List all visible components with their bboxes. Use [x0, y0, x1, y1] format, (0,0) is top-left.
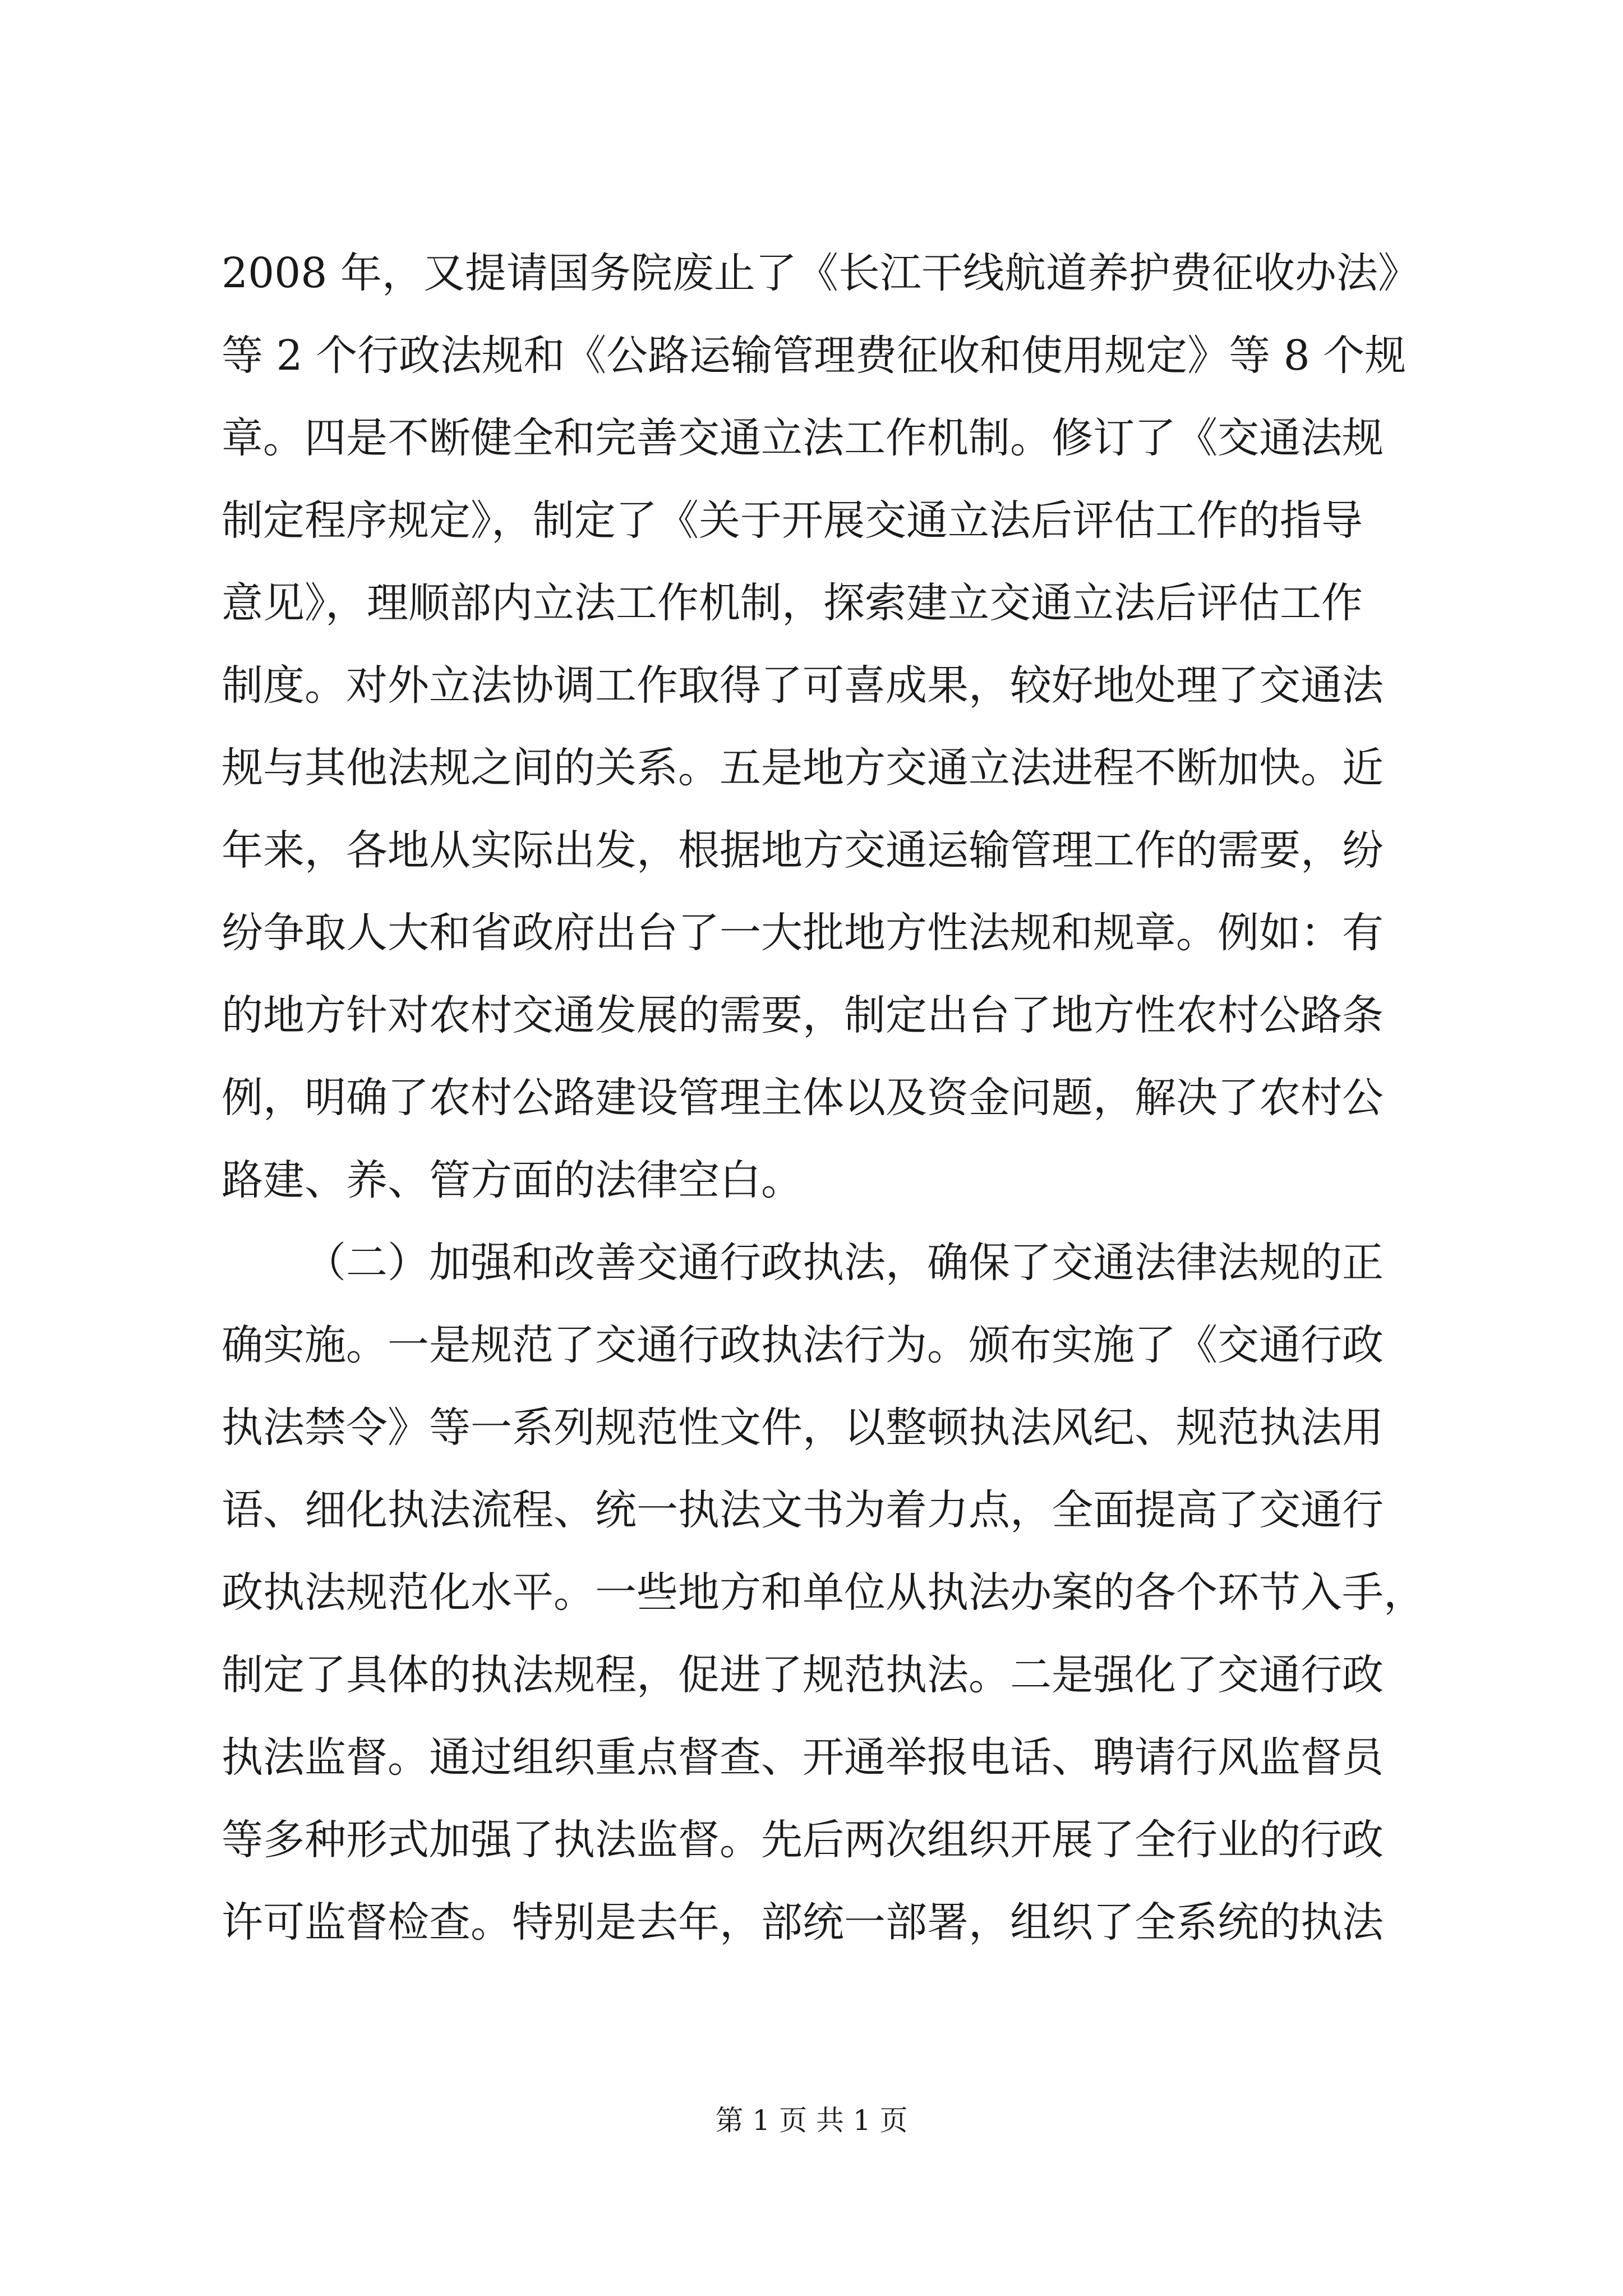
text-line: 章。四是不断健全和完善交通立法工作机制。修订了《交通法规 — [222, 414, 1384, 462]
text-line: 年来，各地从实际出发，根据地方交通运输管理工作的需要，纷 — [222, 826, 1384, 875]
text-line: 意见》，理顺部内立法工作机制，探索建立交通立法后评估工作 — [222, 579, 1363, 627]
text-line: 纷争取人大和省政府出台了一大批地方性法规和规章。例如：有 — [222, 909, 1384, 957]
text-line: 路建、养、管方面的法律空白。 — [222, 1156, 803, 1204]
text-line: 规与其他法规之间的关系。五是地方交通立法进程不断加快。近 — [222, 744, 1384, 792]
text-line: 的地方针对农村交通发展的需要，制定出台了地方性农村公路条 — [222, 991, 1384, 1039]
page-number-footer: 第 1 页 共 1 页 — [715, 2104, 908, 2137]
text-line: 执法禁令》等一系列规范性文件，以整顿执法风纪、规范执法用 — [222, 1404, 1384, 1452]
text-line: 执法监督。通过组织重点督查、开通举报电话、聘请行风监督员 — [222, 1733, 1384, 1782]
text-line: 例，明确了农村公路建设管理主体以及资金问题，解决了农村公 — [222, 1074, 1384, 1122]
text-line: 制定了具体的执法规程，促进了规范执法。二是强化了交通行政 — [222, 1651, 1384, 1699]
text-line: 等多种形式加强了执法监督。先后两次组织开展了全行业的行政 — [222, 1816, 1384, 1864]
text-line: 语、细化执法流程、统一执法文书为着力点，全面提高了交通行 — [222, 1486, 1384, 1534]
text-line: 政执法规范化水平。一些地方和单位从执法办案的各个环节入手， — [222, 1568, 1425, 1617]
text-line: 许可监督检查。特别是去年，部统一部署，组织了全系统的执法 — [222, 1898, 1384, 1947]
paragraph-heading-line: （二）加强和改善交通行政执法，确保了交通法律法规的正 — [305, 1239, 1384, 1287]
text-line: 制度。对外立法协调工作取得了可喜成果，较好地处理了交通法 — [222, 661, 1384, 710]
text-line: 制定程序规定》，制定了《关于开展交通立法后评估工作的指导 — [222, 496, 1363, 545]
text-line: 确实施。一是规范了交通行政执法行为。颁布实施了《交通行政 — [222, 1321, 1384, 1369]
text-line: 等 2 个行政法规和《公路运输管理费征收和使用规定》等 8 个规 — [222, 332, 1407, 380]
text-line: 2008 年，又提请国务院废止了《长江干线航道养护费征收办法》 — [222, 249, 1419, 297]
